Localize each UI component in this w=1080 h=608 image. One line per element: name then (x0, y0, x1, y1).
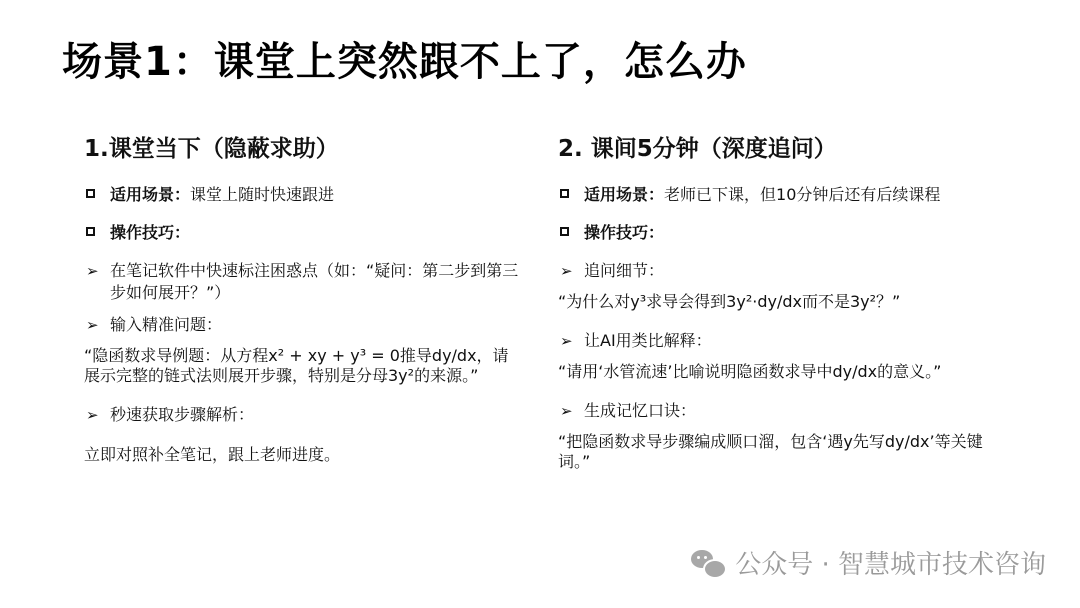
left-item-3 (84, 404, 524, 426)
right-item-3-text: 生成记忆口诀： (584, 401, 697, 420)
right-quote-1: “为什么对y³求导会得到3y²·dy/dx而不是3y²？” (558, 292, 901, 311)
left-item-3-text: 秒速获取步骤解析： (110, 405, 255, 424)
right-heading: 2. 课间5分钟（深度追问） (558, 136, 837, 162)
watermark (691, 544, 1046, 581)
right-item-2-text: 让AI用类比解释： (584, 331, 712, 350)
right-tips-label: 操作技巧： (584, 223, 665, 242)
square-bullet-icon (560, 227, 569, 236)
right-quote-3: “把隐函数求导步骤编成顺口溜，包含‘遇y先写dy/dx’等关键词。” (558, 432, 983, 471)
arrow-bullet-icon: ➢ (560, 332, 573, 350)
left-tips-label: 操作技巧： (110, 223, 191, 242)
left-item-1-text: 在笔记软件中快速标注困惑点（如：“疑问：第二步到第三步如何展开？”） (110, 261, 519, 302)
right-scene-text: 老师已下课，但10分钟后还有后续课程 (664, 185, 941, 204)
right-tips-row (558, 222, 998, 244)
left-scene-text: 课堂上随时快速跟进 (190, 185, 335, 204)
square-bullet-icon (560, 189, 569, 198)
right-column (558, 130, 998, 490)
right-item-1-text: 追问细节： (584, 261, 665, 280)
left-item-2 (84, 314, 524, 336)
left-heading: 1.课堂当下（隐蔽求助） (84, 136, 339, 162)
arrow-bullet-icon: ➢ (86, 316, 99, 334)
right-scene-row (558, 184, 998, 206)
page-title: 场景1：课堂上突然跟不上了，怎么办 (62, 39, 747, 85)
left-column (84, 130, 524, 466)
arrow-bullet-icon: ➢ (86, 262, 99, 280)
square-bullet-icon (86, 189, 95, 198)
right-item-3 (558, 400, 998, 422)
right-scene-label: 适用场景： (584, 185, 665, 204)
square-bullet-icon (86, 227, 95, 236)
right-item-2 (558, 330, 998, 352)
right-item-1 (558, 260, 998, 282)
right-quote-2: “请用‘水管流速’比喻说明隐函数求导中dy/dx的意义。” (558, 362, 942, 381)
left-scene-label: 适用场景： (110, 185, 191, 204)
watermark-text: 公众号 · 智慧城市技术咨询 (735, 550, 1046, 580)
wechat-icon (691, 548, 725, 578)
left-scene-row (84, 184, 524, 206)
left-item-1 (84, 260, 524, 304)
arrow-bullet-icon: ➢ (86, 406, 99, 424)
arrow-bullet-icon: ➢ (560, 402, 573, 420)
left-tips-row (84, 222, 524, 244)
left-closing: 立即对照补全笔记，跟上老师进度。 (84, 445, 341, 464)
arrow-bullet-icon: ➢ (560, 262, 573, 280)
left-item-2-text: 输入精准问题： (110, 315, 223, 334)
left-quote-2: “隐函数求导例题：从方程x² + xy + y³ = 0推导dy/dx，请展示完整的链式法则展开步骤，特别是分母3y²的来源。” (84, 346, 509, 385)
